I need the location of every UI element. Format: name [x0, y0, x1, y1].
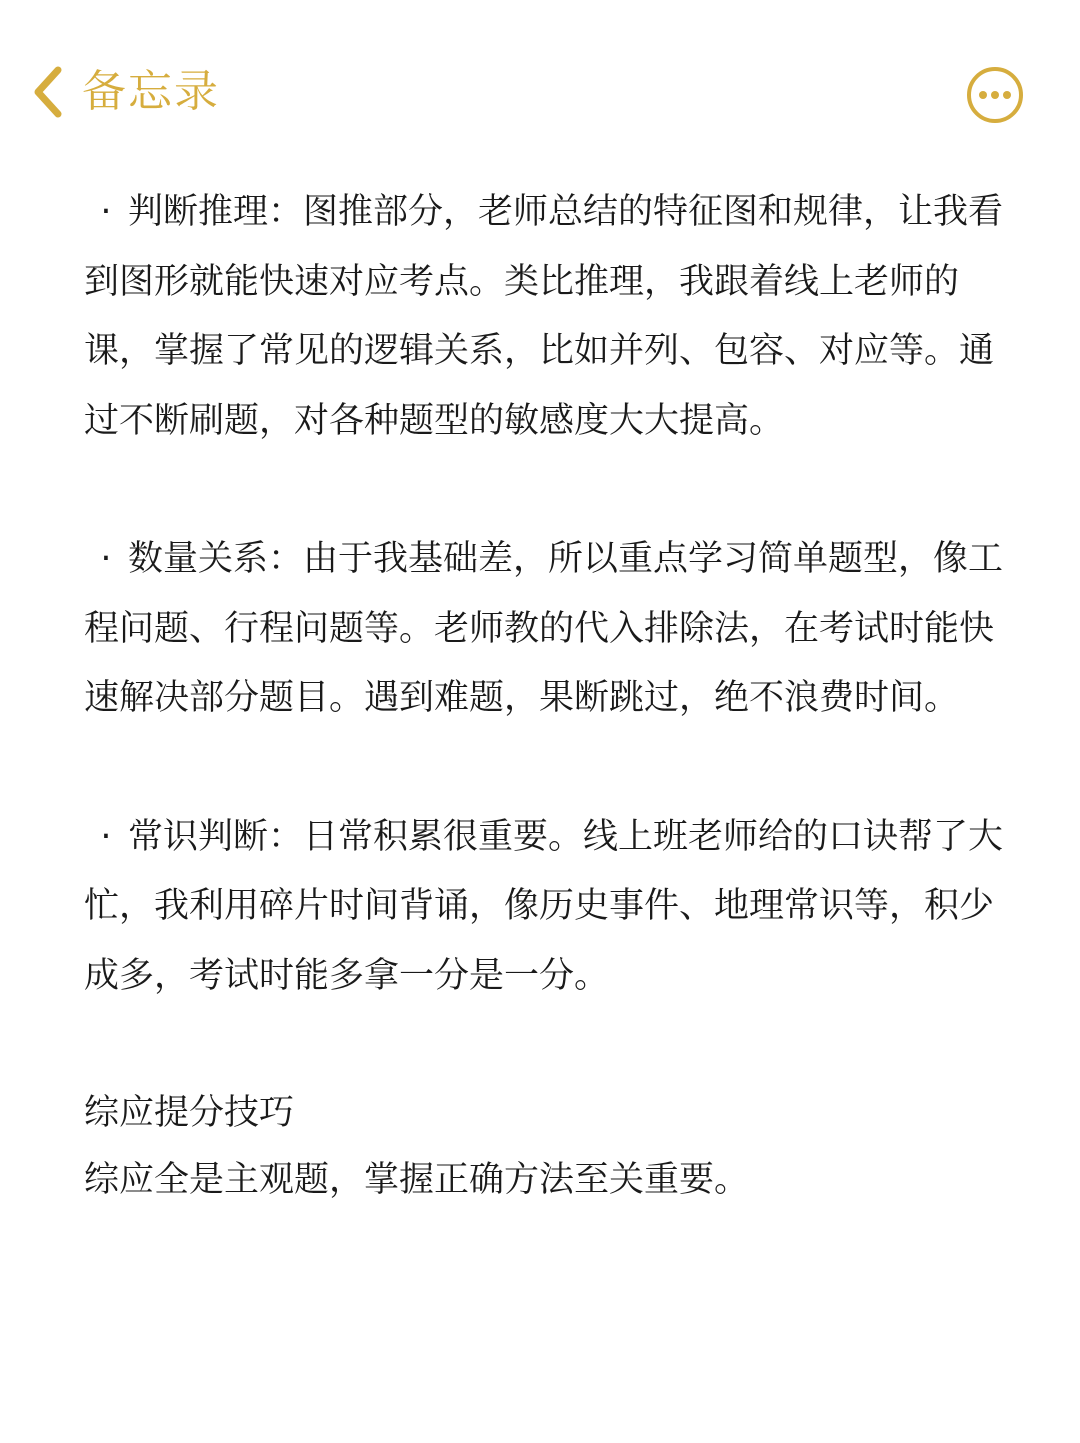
section-heading: 综应提分技巧 [84, 1093, 295, 1133]
bullet-mark: · [100, 192, 112, 232]
bullet-mark: · [100, 816, 112, 857]
more-options-button[interactable] [966, 66, 1024, 124]
note-content[interactable] [84, 178, 1014, 1214]
back-label: 备忘录 [82, 66, 220, 117]
note-paragraph-common-sense [84, 803, 1014, 1012]
chevron-left-icon [28, 64, 68, 120]
paragraph-text: 判断推理：图推部分，老师总结的特征图和规律，让我看到图形就能快速对应考点。类比推理，我跟着线上老师的课，掌握了常见的逻辑关系，比如并列、包容、对应等。通过不断刷题，对各种题型的敏感度大大提高。 [84, 192, 1004, 441]
navigation-bar [0, 0, 1080, 180]
paragraph-text: 常识判断：日常积累很重要。线上班老师给的口诀帮了大忙，我利用碎片时间背诵，像历史事件、地理常识等，积少成多，考试时能多拿一分是一分。 [84, 816, 1004, 996]
note-paragraph-reasoning [84, 178, 1014, 456]
more-horizontal-circle-icon [966, 66, 1024, 124]
back-button[interactable] [28, 62, 220, 122]
bullet-mark: · [100, 539, 112, 579]
closing-line: 综应全是主观题，掌握正确方法至关重要。 [84, 1160, 750, 1200]
paragraph-text: 数量关系：由于我基础差，所以重点学习简单题型，像工程问题、行程问题等。老师教的代入排除法，在考试时能快速解决部分题目。遇到难题，果断跳过，绝不浪费时间。 [84, 539, 1004, 718]
note-paragraph-quantity [84, 525, 1014, 734]
